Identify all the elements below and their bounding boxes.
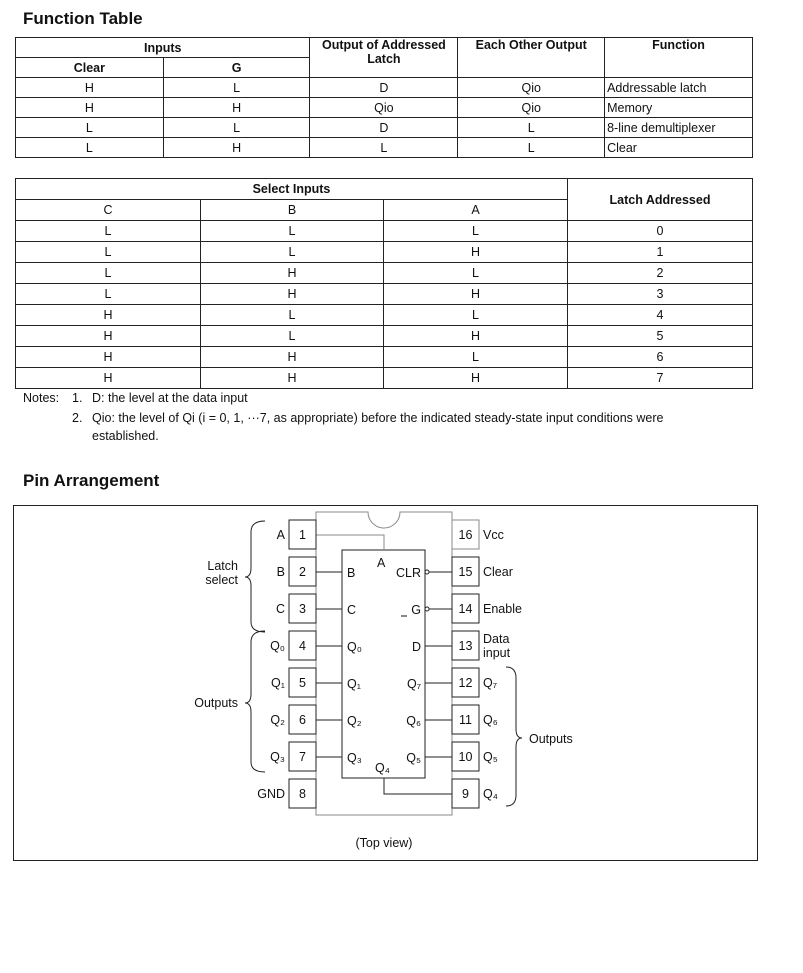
pin-number: 12 <box>458 676 473 690</box>
inner-label: Q₁ <box>347 677 361 691</box>
inner-label-a: A <box>377 556 386 570</box>
header-function: Function <box>605 38 753 78</box>
pin-number: 13 <box>458 639 473 653</box>
inner-label: G <box>411 603 421 617</box>
table-cell: Clear <box>605 138 753 158</box>
pin-number: 11 <box>459 713 472 727</box>
table-cell: L <box>458 138 605 158</box>
inner-label: Q₂ <box>347 714 362 728</box>
table-cell: L <box>201 305 384 326</box>
table-cell: D <box>310 78 458 98</box>
header-clear: Clear <box>16 58 164 78</box>
table-cell: H <box>163 98 310 118</box>
table-cell: L <box>16 221 201 242</box>
top-view-caption: (Top view) <box>355 836 413 850</box>
outputs-left-label: Outputs <box>194 696 238 710</box>
table-cell: H <box>16 78 164 98</box>
pin-number: 3 <box>299 602 306 616</box>
pin1-wire <box>316 535 384 550</box>
table-cell: Qio <box>458 98 605 118</box>
table-cell: L <box>201 221 384 242</box>
pin-name: Q₅ <box>483 750 498 764</box>
pin-number: 7 <box>299 750 306 764</box>
pin-name: C <box>275 602 285 616</box>
pin-name: Q₁ <box>271 676 285 690</box>
table-cell: 0 <box>568 221 753 242</box>
table-cell: H <box>201 284 384 305</box>
brace-outputs-left <box>245 631 265 772</box>
table-cell: L <box>16 242 201 263</box>
table-cell: L <box>16 263 201 284</box>
pin-name: Q₀ <box>270 639 285 653</box>
pin-number: 15 <box>458 565 473 579</box>
table-cell: L <box>163 118 310 138</box>
table-cell: Memory <box>605 98 753 118</box>
pin-name: Q₆ <box>483 713 498 727</box>
table-cell: H <box>201 347 384 368</box>
pin-name: Enable <box>483 602 522 616</box>
table-cell: H <box>16 326 201 347</box>
table-cell: H <box>201 368 384 389</box>
table-cell: H <box>384 368 568 389</box>
header-latch-addressed: Latch Addressed <box>568 179 753 221</box>
inner-label: Q₇ <box>406 677 421 691</box>
note-2: Qio: the level of Qi (i = 0, 1, ···7, as appropriate) before the indicated steady-state input conditions were <box>92 411 664 425</box>
table-cell: H <box>384 326 568 347</box>
pin-name: Q₇ <box>483 676 498 690</box>
note-2-continued: established. <box>92 429 159 443</box>
table-cell: H <box>16 305 201 326</box>
inner-label: Q₅ <box>406 751 421 765</box>
pin-number: 16 <box>458 528 473 542</box>
inner-label: C <box>347 603 357 617</box>
table-cell: L <box>201 242 384 263</box>
inner-label: CLR <box>395 566 421 580</box>
inversion-bubble-icon <box>425 570 429 574</box>
table-cell: Addressable latch <box>605 78 753 98</box>
note-1-number: 1. <box>72 391 83 405</box>
table-cell: 8-line demultiplexer <box>605 118 753 138</box>
pin-number: 8 <box>299 787 306 801</box>
table-cell: H <box>163 138 310 158</box>
table-cell: L <box>16 284 201 305</box>
outputs-right-label: Outputs <box>529 732 573 746</box>
inner-label-q4: Q₄ <box>375 761 390 775</box>
pin-name: A <box>276 528 285 542</box>
table-cell: L <box>384 305 568 326</box>
pin-number: 6 <box>299 713 306 727</box>
pin-name: Vᴄᴄ <box>483 528 504 542</box>
inversion-bubble-icon <box>425 607 429 611</box>
table-cell: H <box>16 368 201 389</box>
function-table-title: Function Table <box>23 9 143 28</box>
header-output-addressed: Output of Addressed Latch <box>310 38 458 78</box>
table-cell: L <box>16 118 164 138</box>
header-inputs: Inputs <box>16 38 310 58</box>
table-cell: H <box>384 284 568 305</box>
header-c: C <box>16 200 201 221</box>
table-cell: Qio <box>310 98 458 118</box>
table-cell: L <box>384 263 568 284</box>
table-cell: 6 <box>568 347 753 368</box>
table-cell: L <box>201 326 384 347</box>
pin-name: input <box>483 646 511 660</box>
logic-block <box>342 550 425 778</box>
table-cell: D <box>310 118 458 138</box>
header-g: G <box>163 58 310 78</box>
header-a: A <box>384 200 568 221</box>
latch-select-label-1: Latch <box>207 559 238 573</box>
table-cell: H <box>16 98 164 118</box>
inner-label: Q₀ <box>347 640 362 654</box>
pin-name: Q₃ <box>270 750 285 764</box>
pin-number: 14 <box>458 602 473 616</box>
header-b: B <box>201 200 384 221</box>
table-cell: 7 <box>568 368 753 389</box>
table-cell: 1 <box>568 242 753 263</box>
inner-label: D <box>411 640 421 654</box>
table-cell: L <box>16 138 164 158</box>
table-cell: L <box>384 221 568 242</box>
pin-name: GND <box>257 787 285 801</box>
table-cell: H <box>201 263 384 284</box>
header-select-inputs: Select Inputs <box>16 179 568 200</box>
pin-number: 2 <box>299 565 306 579</box>
pin-name: Data <box>483 632 510 646</box>
note-1: D: the level at the data input <box>92 391 248 405</box>
table-cell: Qio <box>458 78 605 98</box>
table-cell: L <box>310 138 458 158</box>
table-cell: L <box>163 78 310 98</box>
table-cell: 5 <box>568 326 753 347</box>
pin-arrangement-title: Pin Arrangement <box>23 471 160 490</box>
pin-number: 9 <box>462 787 469 801</box>
pin-number: 4 <box>299 639 306 653</box>
header-each-other-output: Each Other Output <box>458 38 605 78</box>
pin-number: 1 <box>299 528 306 542</box>
inner-label: Q₆ <box>406 714 421 728</box>
pin-number: 5 <box>299 676 306 690</box>
table-cell: 3 <box>568 284 753 305</box>
table-cell: H <box>384 242 568 263</box>
brace-outputs-right <box>506 667 522 806</box>
inner-label: B <box>347 566 356 580</box>
latch-select-label-2: select <box>205 573 238 587</box>
q4-wire <box>384 778 452 794</box>
inner-label: Q₃ <box>347 751 362 765</box>
pin-number: 10 <box>458 750 473 764</box>
table-cell: H <box>16 347 201 368</box>
pin-name: Q₂ <box>270 713 285 727</box>
table-cell: 2 <box>568 263 753 284</box>
table-cell: L <box>384 347 568 368</box>
pin-name: Clear <box>483 565 513 579</box>
pin-name: B <box>276 565 285 579</box>
notes-label: Notes: <box>23 391 60 405</box>
brace-latch-select <box>245 521 265 632</box>
pin-name: Q₄ <box>483 787 498 801</box>
table-cell: 4 <box>568 305 753 326</box>
table-cell: L <box>458 118 605 138</box>
note-2-number: 2. <box>72 411 83 425</box>
